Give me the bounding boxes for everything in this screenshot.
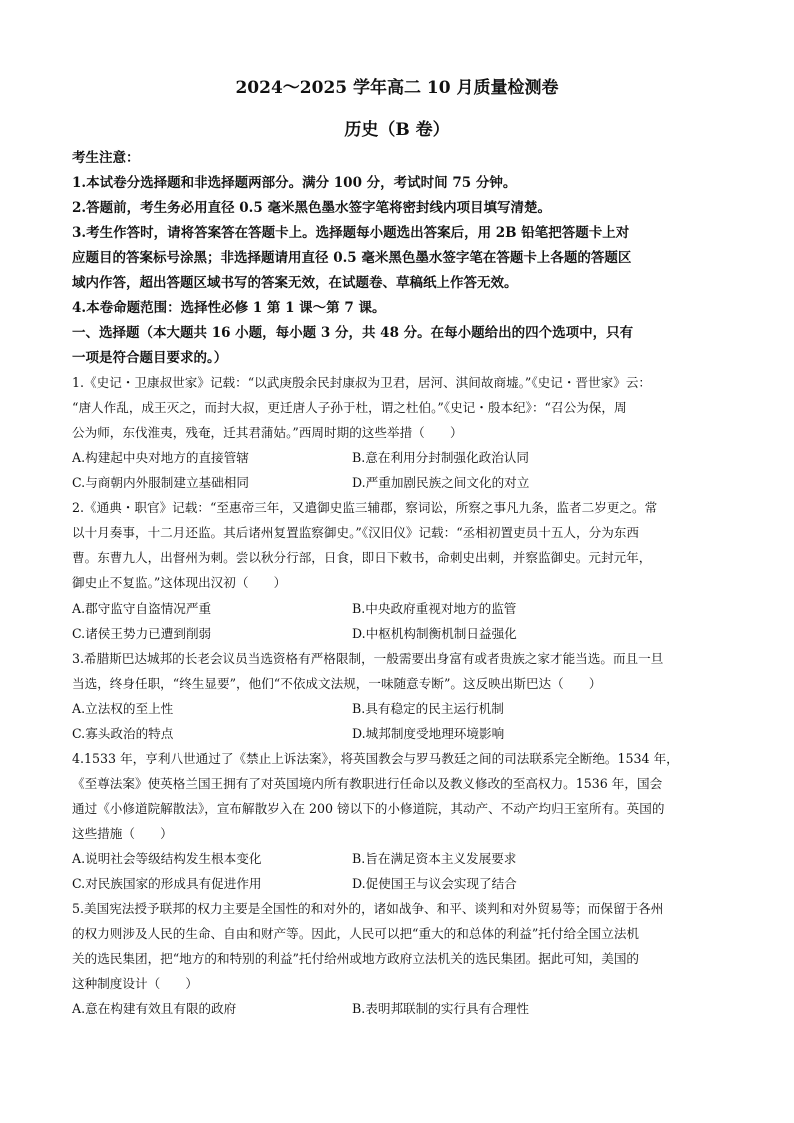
question-5-stem-line-3: 关的选民集团，把“地方的和特别的利益”托付给州或地方政府立法机关的选民集团。据此可知，美国的 <box>72 951 640 966</box>
exam-subtitle: 历史（B 卷） <box>344 120 450 140</box>
notice-heading: 考生注意： <box>72 150 140 166</box>
question-2-stem-line-2: 以十月奏事，十二月还监。其后诸州复置监察御史。”《汉旧仪》记载：“丞相初置吏员十五人，分为东西 <box>72 525 639 540</box>
question-2-option-c: C.诸侯王势力已遭到削弱 <box>72 626 212 641</box>
question-2-stem-line-1: 2.《通典・职官》记载：“至惠帝三年，又遣御史监三辅郡，察词讼，所察之事凡九条，监者二岁更之。常 <box>72 500 658 515</box>
question-1-option-a: A.构建起中央对地方的直接管辖 <box>72 450 249 465</box>
question-2-option-a: A.郡守监守自盗情况严重 <box>72 601 212 616</box>
notice-item-3-line-1: 3.考生作答时，请将答案答在答题卡上。选择题每小题选出答案后，用 2B 铅笔把答题卡上对 <box>72 225 630 241</box>
notice-item-3-line-2: 应题目的答案标号涂黑；非选择题请用直径 0.5 毫米黑色墨水签字笔在答题卡上各题的答题区 <box>72 250 632 266</box>
section-heading-line-1: 一、选择题（本大题共 16 小题，每小题 3 分，共 48 分。在每小题给出的四个选项中，只有 <box>72 325 634 341</box>
notice-item-1: 1.本试卷分选择题和非选择题两部分。满分 100 分，考试时间 75 分钟。 <box>72 175 517 191</box>
question-4-option-c: C.对民族国家的形成具有促进作用 <box>72 876 262 891</box>
question-4-stem-line-2: 《至尊法案》使英格兰国王拥有了对英国境内所有教职进行任命以及教义修改的至高权力。1536 年，国会 <box>72 776 663 791</box>
question-5-stem-line-4: 这种制度设计（ ） <box>72 976 198 991</box>
question-3-option-a: A.立法权的至上性 <box>72 701 174 716</box>
question-5-stem-line-2: 的权力则涉及人民的生命、自由和财产等。因此，人民可以把“重大的和总体的利益”托付给全国立法机 <box>72 926 640 941</box>
question-2-stem-line-4: 御史止不复监。”这体现出汉初（ ） <box>72 575 287 590</box>
question-1-option-b: B.意在利用分封制强化政治认同 <box>352 450 529 465</box>
question-4-stem-line-3: 通过《小修道院解散法》，宣布解散岁入在 200 镑以下的小修道院，其动产、不动产均归王室所有。英国的 <box>72 801 665 816</box>
question-5-option-a: A.意在构建有效且有限的政府 <box>72 1001 237 1016</box>
question-2-stem-line-3: 曹。东曹九人，出督州为刺。尝以秋分行部，日食，即日下敕书，命刺史出刺，并察监御史。元封元年， <box>72 550 652 565</box>
question-3-option-c: C.寡头政治的特点 <box>72 726 174 741</box>
question-1-stem-line-1: 1.《史记・卫康叔世家》记载：“以武庚殷余民封康叔为卫君，居河、淇间故商墟。”《史记・晋世家》云： <box>72 375 652 390</box>
question-4-option-b: B.旨在满足资本主义发展要求 <box>352 851 517 866</box>
question-4-option-d: D.促使国王与议会实现了结合 <box>352 876 517 891</box>
question-4-stem-line-1: 4.1533 年，亨利八世通过了《禁止上诉法案》，将英国教会与罗马教廷之间的司法联系完全断绝。1534 年， <box>72 751 679 766</box>
question-1-stem-line-2: “唐人作乱，成王灭之，而封大叔，更迁唐人子孙于杜，谓之杜伯。”《史记・殷本纪》：“召公为保，周 <box>72 400 627 415</box>
question-4-stem-line-4: 这些措施（ ） <box>72 826 173 841</box>
question-3-option-d: D.城邦制度受地理环境影响 <box>352 726 505 741</box>
question-3-stem-line-1: 3.希腊斯巴达城邦的长老会议员当选资格有严格限制，一般需要出身富有或者贵族之家才能当选。而且一旦 <box>72 651 664 666</box>
section-heading-line-2: 一项是符合题目要求的。） <box>72 350 228 366</box>
question-5-stem-line-1: 5.美国宪法授予联邦的权力主要是全国性的和对外的，诸如战争、和平、谈判和对外贸易等；而保留于各州 <box>72 901 664 916</box>
notice-item-2: 2.答题前，考生务必用直径 0.5 毫米黑色墨水签字笔将密封线内项目填写清楚。 <box>72 200 551 216</box>
question-1-option-c: C.与商朝内外服制建立基础相同 <box>72 475 249 490</box>
notice-item-3-line-3: 域内作答，超出答题区域书写的答案无效，在试题卷、草稿纸上作答无效。 <box>72 275 518 291</box>
notice-item-4: 4.本卷命题范围：选择性必修 1 第 1 课～第 7 课。 <box>72 300 386 316</box>
question-3-stem-line-2: 当选，终身任职，“终生显要”，他们“不依成文法规，一味随意专断”。这反映出斯巴达（ ） <box>72 676 602 691</box>
question-2-option-d: D.中枢机构制衡机制日益强化 <box>352 626 517 641</box>
question-2-option-b: B.中央政府重视对地方的监管 <box>352 601 517 616</box>
question-1-option-d: D.严重加剧民族之间文化的对立 <box>352 475 530 490</box>
question-1-stem-line-3: 公为师，东伐淮夷，残奄，迁其君蒲姑。”西周时期的这些举措（ ） <box>72 425 463 440</box>
question-4-option-a: A.说明社会等级结构发生根本变化 <box>72 851 262 866</box>
exam-title: 2024～2025 学年高二 10 月质量检测卷 <box>235 78 559 98</box>
question-3-option-b: B.具有稳定的民主运行机制 <box>352 701 504 716</box>
question-5-option-b: B.表明邦联制的实行具有合理性 <box>352 1001 529 1016</box>
